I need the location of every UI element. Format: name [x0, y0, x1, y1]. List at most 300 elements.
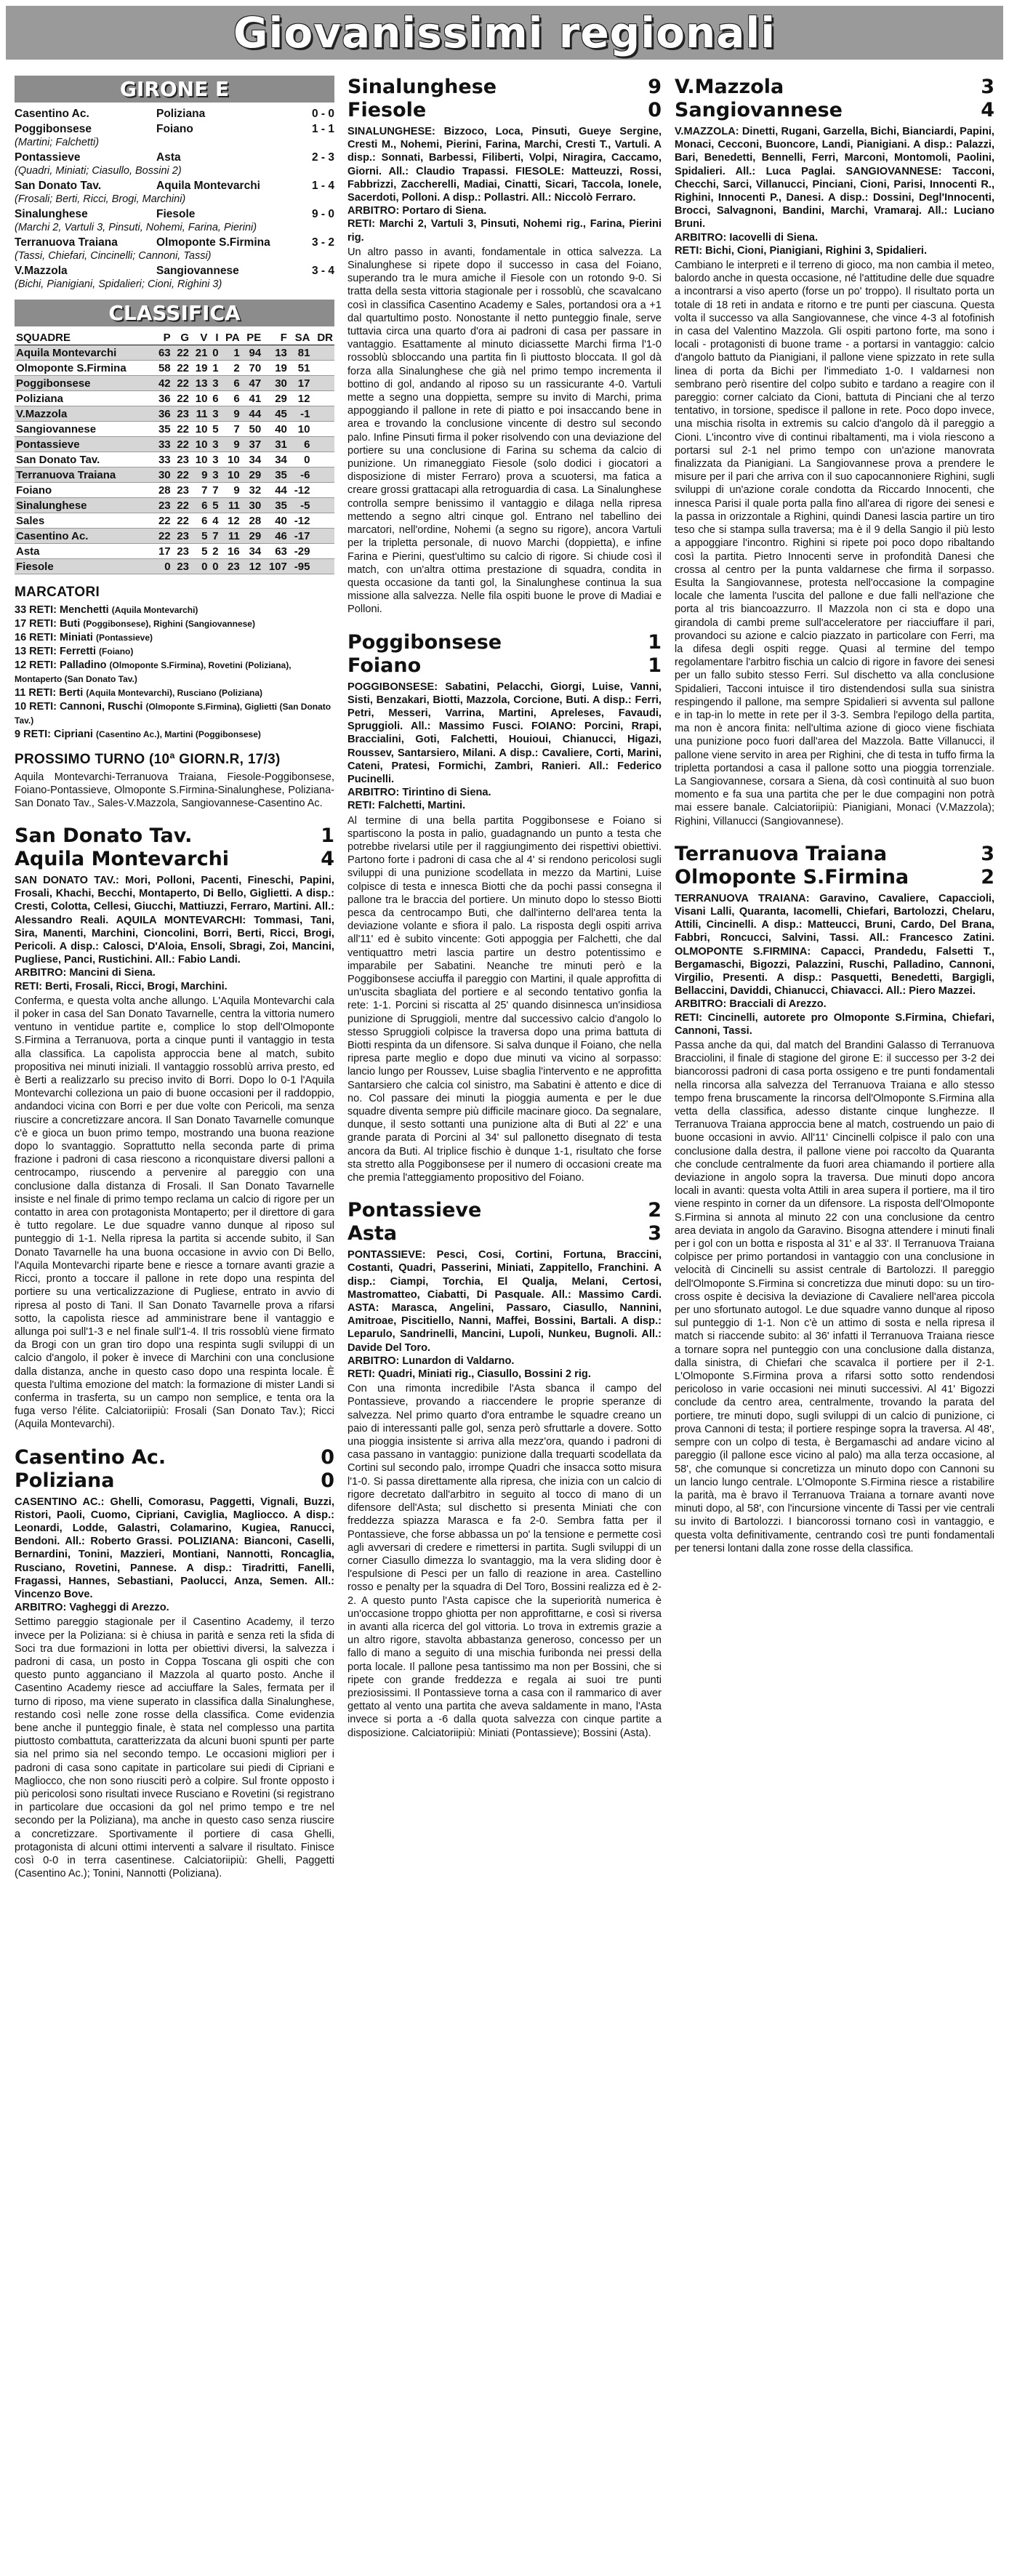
standings-value-cell: 19 — [190, 361, 209, 376]
away-team-score: 1 — [648, 654, 662, 677]
away-team-score: 4 — [321, 848, 334, 870]
standings-team-cell: Poliziana — [15, 391, 153, 406]
result-row — [15, 122, 334, 136]
match-report — [347, 1199, 662, 1740]
scorer-line — [15, 700, 334, 728]
scorer-team: (Foiano) — [99, 646, 134, 657]
standings-value-cell: 7 — [209, 483, 220, 498]
standings-value-cell: 6 — [220, 376, 241, 391]
standings-value-cell: -6 — [289, 468, 312, 483]
standings-value-cell: 32 — [241, 483, 262, 498]
result-home-team: V.Mazzola — [15, 265, 68, 277]
result-home-team: Sinalunghese — [15, 208, 88, 220]
standings-value-cell: 35 — [262, 498, 289, 513]
standings-value-cell: 23 — [172, 559, 190, 574]
standings-value-cell: 5 — [190, 544, 209, 559]
standings-team-cell: Terranuova Traiana — [15, 468, 153, 483]
match-title-home — [347, 76, 662, 99]
result-score: 3 - 4 — [311, 265, 334, 277]
standings-value-cell: 0 — [209, 345, 220, 361]
standings-value-cell: 107 — [262, 559, 289, 574]
result-score: 3 - 2 — [311, 236, 334, 249]
standings-value-cell — [311, 361, 334, 376]
standings-value-cell: 23 — [172, 452, 190, 468]
standings-value-cell: 10 — [220, 468, 241, 483]
standings-value-cell: 7 — [220, 422, 241, 437]
standings-value-cell: 22 — [172, 498, 190, 513]
home-team-name: Poggibonsese — [347, 630, 502, 654]
standings-value-cell: 23 — [172, 529, 190, 544]
scorer-text: 10 RETI: Cannoni, Ruschi — [15, 701, 143, 713]
standings-value-cell: 4 — [209, 513, 220, 529]
report-body: Settimo pareggio stagionale per il Casentino Academy, il terzo invece per la Poliziana: si è chiusa in parità e senza reti la sfida di Soci tra due formazioni in lotta per obiettivi diversi, la salvezza i padroni di casa, un posto in Coppa Toscana gli ospiti che con questo punto agganciano il Mazzola al quarto posto. Anche il Casentino Academy riesce ad acciuffare la Sales, fermata per il turno di riposo, ma viene superato in classifica dalla Sinalunghese, restando così nelle zone rosse della classifica. Come evidenzia bene anche il punteggio finale, è stata nel complesso una partita piuttosto combattuta, caratterizzata da alcuni buoni spunti per parte sia nel primo sia nel secondo tempo. Le occasioni migliori per i padroni di casa sono capitate in particolare sui piedi di Cipriani e Magliocco, che non sono riusciti però a colpire. Sul fronte opposto i più pericolosi sono risultati invece Rusciano e Rovetini (si registrano in particolare due occasioni da gol nel primo tempo e tre nel secondo per la Poliziana), ma anche in questo caso senza riuscire a concretizzare. Sportivamente il portiere di casa Ghelli, protagonista di alcuni ottimi interventi a salvare il risultato. Finisce così 0-0 in terra casentinese. Calciatoriipiù: Ghelli, Paggetti (Casentino Ac.); Tonini, Nannotti (Poliziana). — [15, 1616, 334, 1880]
standings-value-cell: 28 — [241, 513, 262, 529]
scorer-team: (Aquila Montevarchi) — [111, 605, 198, 615]
standings-value-cell: 42 — [153, 376, 172, 391]
scorer-line — [15, 645, 334, 659]
standings-value-cell: 22 — [172, 376, 190, 391]
away-team-name: Aquila Montevarchi — [15, 848, 230, 870]
standings-value-cell: -5 — [289, 498, 312, 513]
goals: RETI: Marchi 2, Vartuli 3, Pinsuti, Nohemi rig., Farina, Pierini rig. — [347, 218, 662, 244]
result-row — [15, 179, 334, 193]
report-body: Cambiano le interpreti e il terreno di gioco, ma non cambia il meteo, balordo anche in questa occasione, né l'attitudine delle due squadre a incontrarsi a viso aperto (forse un po' troppo). Il risultato porta un totale di 18 reti in andata e ritorno e tre punti per ciascuna. Questa volta il successo va alla Sangiovannese, che vince 4-3 al fotofinish in casa del Valentino Mazzola. Gli ospiti partono forte, ma sono i locali - protagonisti di buone trame - a portarsi in vantaggio: calcio d'angolo battuto da Pianigiani, il pallone viene spizzato in rete sulla linea di porta da Bichi per l'immediato 1-0. I valdarnesi non sembrano però risentire del colpo subito e tardano a reagire con il pareggio: corner calciato da Cioni, battuta di Pinciani che al terzo tentativo, in torsione, spedisce il pallone in rete. Poco dopo invece, una mischia risolta in extremis su calcio d'angolo dà il pareggio a Cioni. L'incontro vive di continui ribaltamenti, ma i viola riescono a portarsi sul 2-1 nel primo tempo con un'azione manovrata finalizzata da Pianigiani. La Sangiovannese prova a prendere le misure per il pari che arriva con il suo capocannoniere Righini, sugli sviluppi di un'azione corale condotta da Riccardo Innocenti, che innesca Parisi il quale porta palla fino all'area di rigore dei senesi e la passa in orizzontale a Righini, quindi Danesi lascia partire un tiro teso che si stampa sulla traversa; ma è il 9 della Sangio il più lesto a appoggiare l'incontro. Righini si ripete poi poco dopo ribaltando così la partita. Pietro Innocenti serve in profondità Danesi che crossa al centro per la punta valdarnese che firma il sorpasso. Esulta la Sangiovannese, protesta nell'occasione la compagine locale che lamenta l'uscita del pallone e due falli nell'azione che porta al tris biancoazzurro. Il Mazzola non ci sta e dopo una girandola di cambi preme sull'acceleratore per riacciuffare il pari, provandoci su azione e calcio piazzato in particolare con Ferri, ma la difesa degli ospiti regge. Quasi al termine del tempo regolamentare l'arbitro fischia un calcio di rigore in favore dei senesi per un fallo subito stesso Ferri. Sul dischetto va alla conclusione Spidalieri, Tacconi intuisce il tiro distendendosi sulla sua sinistra respingendo il pallone, ma sempre Spidalieri si avventa sul pallone e in tap-in lo mette in rete per il 3-3. Sembra l'epilogo della partita, ma non è ancora finita: nell'ultima azione di gioco viene fischiata una punizione poco fuori dall'area del Mazzola. Batte Villanucci, il pallone viene servito in area per Righini, che di testa in tuffo firma la tripletta portandosi a casa il pallone sotto una pioggia torrenziale. La Sangiovannese, corsara a Siena, dà così continuità al suo buon momento e fa sua una partita che per le due compagini non potrà mai essere banale. Calciatoriipiù: Pianigiani, Monaci (V.Mazzola); Righini, Villanucci (Sangiovannese). — [675, 260, 994, 827]
standings-value-cell: 41 — [241, 391, 262, 406]
standings-value-cell: 45 — [262, 406, 289, 422]
standings-value-cell: 28 — [153, 483, 172, 498]
referee: ARBITRO: Bracciali di Arezzo. — [675, 998, 827, 1011]
standings-row — [15, 422, 334, 437]
standings-value-cell: 23 — [172, 483, 190, 498]
match-title-away — [15, 848, 334, 871]
match-article — [675, 892, 994, 1555]
scorer-team: (Pontassieve) — [96, 633, 153, 643]
result-away-team: Poliziana — [156, 108, 206, 120]
standings-value-cell: 30 — [241, 498, 262, 513]
scorer-line — [15, 617, 334, 631]
standings-value-cell: 12 — [241, 559, 262, 574]
lineups: SAN DONATO TAV.: Mori, Polloni, Pacenti, Fineschi, Papini, Frosali, Khachi, Becchi, Montaperto, Di Bello, Giglietti. A disp.: Cresti, Colotta, Cellesi, Giucchi, Mattiuzzi, Ferraro, Martini. All.: Alessandro Reali. AQUILA MONTEVARCHI: Tommasi, Tani, Sira, Manenti, Marchini, Cioncolini, Borri, Berti, Ricci, Brogi, Pericoli. A disp.: Calosci, D'Aloia, Ensoli, Sbragi, Zoi, Mancini, Pugliese, Panci, Rustichini. All.: Fabio Landi. — [15, 875, 334, 966]
standings-row — [15, 345, 334, 361]
standings-row — [15, 513, 334, 529]
standings-value-cell — [311, 529, 334, 544]
standings-value-cell: 10 — [220, 452, 241, 468]
standings-value-cell: 30 — [262, 376, 289, 391]
standings-value-cell: 10 — [190, 391, 209, 406]
standings-header-cell: P — [153, 331, 172, 345]
standings-value-cell: 22 — [172, 391, 190, 406]
scorers-list — [15, 603, 334, 742]
result-scorers: (Frosali; Berti, Ricci, Brogi, Marchini) — [15, 193, 186, 205]
standings-value-cell: 70 — [241, 361, 262, 376]
standings-value-cell: 23 — [153, 498, 172, 513]
standings-value-cell: 22 — [172, 513, 190, 529]
standings-value-cell: 5 — [209, 422, 220, 437]
section-banner — [6, 6, 1003, 60]
home-team-name: Terranuova Traiana — [675, 842, 888, 865]
scorer-team: (Casentino Ac.), Martini (Poggibonsese) — [96, 729, 261, 739]
away-team-name: Fiesole — [347, 99, 427, 121]
standings-value-cell: 11 — [190, 406, 209, 422]
home-team-score: 0 — [321, 1445, 334, 1469]
match-title-home — [15, 824, 334, 848]
standings-header-cell: SQUADRE — [15, 331, 153, 345]
match-title-away — [15, 1469, 334, 1493]
standings-value-cell: 3 — [209, 452, 220, 468]
match-title-away — [347, 99, 662, 122]
standings-team-cell: Aquila Montevarchi — [15, 345, 153, 361]
standings-value-cell: 33 — [153, 452, 172, 468]
marcatori-heading: MARCATORI — [15, 585, 100, 600]
standings-value-cell: 17 — [153, 544, 172, 559]
result-away-team: Sangiovannese — [156, 265, 239, 277]
column-left — [15, 76, 334, 1880]
scorer-text: 12 RETI: Palladino — [15, 659, 107, 671]
result-score: 1 - 4 — [311, 180, 334, 192]
result-away-team: Fiesole — [156, 208, 196, 220]
standings-value-cell: 35 — [262, 468, 289, 483]
referee: ARBITRO: Portaro di Siena. — [347, 205, 487, 217]
standings-row — [15, 437, 334, 452]
goals: RETI: Quadri, Miniati rig., Ciasullo, Bossini 2 rig. — [347, 1368, 591, 1381]
away-team-name: Asta — [347, 1222, 398, 1245]
standings-table — [15, 331, 334, 574]
referee: ARBITRO: Vagheggi di Arezzo. — [15, 1602, 169, 1614]
standings-value-cell: 16 — [220, 544, 241, 559]
standings-row — [15, 559, 334, 574]
standings-value-cell: 22 — [172, 422, 190, 437]
result-scorers: (Martini; Falchetti) — [15, 137, 100, 148]
standings-value-cell: 12 — [289, 391, 312, 406]
standings-value-cell: 10 — [190, 437, 209, 452]
scorer-text: 11 RETI: Berti — [15, 687, 84, 699]
match-title-away — [675, 866, 994, 889]
result-row — [15, 236, 334, 249]
lineups: SINALUNGHESE: Bizzoco, Loca, Pinsuti, Gueye Sergine, Cresti M., Nohemi, Pierini, Farina, Marchi, Cresti T., Vartuli. A disp.: Sonnati, Barbessi, Filiberti, Volpi, Niragira, Caccamo, Giorni. All.: Claudio Trapassi. FIESOLE: Matteuzzi, Rossi, Fabbrizzi, Zaccherelli, Madiai, Cinatti, Sicari, Taccola, Ionele, Sacerdoti, Polloni. A disp.: Pollastri. All.: Niccolò Ferraro. — [347, 126, 662, 204]
result-score: 0 - 0 — [311, 108, 334, 120]
standings-header-cell: I — [209, 331, 220, 345]
prossimo-turno-heading: PROSSIMO TURNO (10ª GIORN.R, 17/3) — [15, 752, 281, 767]
standings-row — [15, 361, 334, 376]
match-article — [15, 1496, 334, 1881]
standings-value-cell: 47 — [241, 376, 262, 391]
standings-value-cell: 3 — [209, 376, 220, 391]
scorer-team: (Poggibonsese), Righini (Sangiovannese) — [83, 619, 255, 629]
match-title-home — [347, 1199, 662, 1222]
standings-header-cell: PE — [241, 331, 262, 345]
standings-value-cell: -12 — [289, 483, 312, 498]
standings-value-cell: 0 — [209, 559, 220, 574]
result-row — [15, 107, 334, 121]
goals: RETI: Cincinelli, autorete pro Olmoponte S.Firmina, Chiefari, Cannoni, Tassi. — [675, 1011, 994, 1037]
standings-team-cell: Sinalunghese — [15, 498, 153, 513]
results-list — [15, 107, 334, 291]
scorer-line — [15, 686, 334, 700]
standings-value-cell: 6 — [190, 498, 209, 513]
standings-row — [15, 468, 334, 483]
result-scorers: (Quadri, Miniati; Ciasullo, Bossini 2) — [15, 165, 182, 177]
standings-team-cell: Pontassieve — [15, 437, 153, 452]
home-team-score: 9 — [648, 76, 662, 98]
scorer-text: 33 RETI: Menchetti — [15, 604, 109, 616]
prossimo-turno-text: Aquila Montevarchi-Terranuova Traiana, Fiesole-Poggibonsese, Foiano-Pontassieve, Olmoponte S.Firmina-Sinalunghese, Poliziana-San Donato Tav., Sales-V.Mazzola, Sangiovannese-Casentino Ac. — [15, 771, 334, 809]
standings-value-cell: 51 — [289, 361, 312, 376]
standings-value-cell: 40 — [262, 422, 289, 437]
result-home-team: Casentino Ac. — [15, 108, 89, 120]
standings-value-cell: 7 — [190, 483, 209, 498]
standings-value-cell: 36 — [153, 406, 172, 422]
standings-header-cell: DR — [311, 331, 334, 345]
result-row — [15, 207, 334, 221]
match-report — [675, 76, 994, 828]
standings-value-cell: 19 — [262, 361, 289, 376]
report-body: Conferma, e questa volta anche allungo. L'Aquila Montevarchi cala il poker in casa del San Donato Tavarnelle, centra la vittoria numero ventuno in ventidue partite e, complice lo stop dell'Olmoponte S.Firmina a Terranuova, porta a cinque punti il vantaggio in testa alla classifica. La capolista approccia bene al match, subito propositiva nei minuti iniziali. Il vantaggio rossoblù arriva presto, ed è Berti a realizzarlo su preciso invito di Borri. Dopo lo 0-1 l'Aquila Montevarchi colleziona un paio di buone occasioni per il raddoppio, andandoci vicina con Borri e per due volte con Pericoli, ma senza riuscire a concretizzare ancora. Il San Donato Tavarnelle comunque c'è e gioca un buon primo tempo, mostrando una buona reazione dopo lo svantaggio. Soprattutto nella seconda parte di prima frazione i padroni di casa riescono a riconquistare diversi palloni a centrocampo, riuscendo a pervenire al pareggio con una conclusione dalla distanza di Frosali. Il San Donato Tavarnelle insiste e nel finale di primo tempo reclama un calcio di rigore per un contatto in area con protagonista Montaperto; per il direttore di gara è tutto regolare. Le due squadre vanno dunque al riposo sul punteggio di 1-1. Nella ripresa la partita si accende subito, il San Donato Tavarnelle ha una buona occasione in avvio con Di Bello, l'Aquila Montevarchi riparte bene e riesce a tornare avanti grazie a Ricci, pronto a toccare il pallone in rete dopo una respinta del portiere su una verticalizzazione di Pugliese, entrato in avvio di ripresa al posto di Tani. Il San Donato Tavarnelle prova a rifarsi sotto, la capolista riesce ad amministrare bene il vantaggio e allunga poi sull'1-3 e nel finale sull'1-4. Il tris rossoblù viene firmato da Brogi con un gran tiro dopo una respinta sugli sviluppi di un calcio d'angolo, il poker è invece di Marchini con una conclusione dalla distanza, anche in questo caso dopo una respinta locale. È questa l'ultima emozione del match: la formazione di mister Landi si conferma in trasferta, su un campo non semplice, e tenta ora la fuga verso l'élite. Calciatoriipiù: Frosali (San Donato Tav.); Ricci (Aquila Montevarchi). — [15, 995, 334, 1431]
result-home-team: San Donato Tav. — [15, 180, 102, 192]
standings-value-cell: 44 — [262, 483, 289, 498]
standings-value-cell: 0 — [153, 559, 172, 574]
standings-value-cell: 22 — [172, 345, 190, 361]
standings-row — [15, 498, 334, 513]
standings-row — [15, 452, 334, 468]
standings-value-cell: 9 — [220, 406, 241, 422]
standings-value-cell — [311, 376, 334, 391]
standings-value-cell: 22 — [153, 513, 172, 529]
scorer-line — [15, 659, 334, 686]
referee: ARBITRO: Tirintino di Siena. — [347, 787, 491, 799]
standings-value-cell: 34 — [241, 544, 262, 559]
standings-value-cell — [311, 345, 334, 361]
standings-header-cell: SA — [289, 331, 312, 345]
standings-value-cell: 9 — [220, 483, 241, 498]
match-title-away — [347, 654, 662, 678]
standings-value-cell: 9 — [220, 437, 241, 452]
match-title-home — [675, 843, 994, 866]
standings-value-cell: 23 — [220, 559, 241, 574]
standings-value-cell: 12 — [220, 513, 241, 529]
referee: ARBITRO: Mancini di Siena. — [15, 967, 156, 979]
standings-value-cell: 0 — [289, 452, 312, 468]
report-body: Al termine di una bella partita Poggibonsese e Foiano si spartiscono la posta in palio, guadagnando un punto a testa che potrebbe rivelarsi utile per il raggiungimento dei rispettivi obiettivi. Partono forte i padroni di casa che al 4' si rendono pericolosi sugli sviluppi di una punizione scodellata in mezzo da Martini, Luise colpisce di testa e innesca Biotti che da pochi passi consegna il pallone tra le braccia del portiere. Un minuto dopo lo stesso Biotti pesca da centrocampo Buti, che dall'interno dell'area tenta la deviazione volante e sfiora il palo. La risposta degli ospiti arriva all'11' ed è subito vincente: Goti appoggia per Falchetti, che dal ventiquattro metri lascia partire un destro potentissimo e imparabile per Sabatini. Neanche tre minuti però e la Poggibonsese acciuffa il pareggio con Martini, il quale approfitta di un'uscita sbagliata del portiere e al secondo tentativo gonfia la rete: 1-1. Porcini si riscatta al 25' quando disinnesca un'insidiosa punizione di Spruggioli, mentre dal successivo calcio d'angolo lo stesso Spruggioli colpisce la traversa dopo una prima battuta di Biotti respinta da un difensore. Si salva dunque il Foiano, che nella ripresa parte meglio e dopo due minuti va vicino al sorpasso: lancio lungo per Roussev, Luise sbaglia l'intervento e ne approfitta Santarsiero che calcia col sinistro, ma Sabatini è attento e dice di no. Col passare dei minuti la pioggia aumenta e per le due squadre diventa sempre più difficile macinare gioco. Da segnalare, dunque, il sesto sottanti una punizione alta di Buti al 22' e una grande parata di Porcini al 34' sul pallonetto disegnato di testa ancora da Buti. Al triplice fischio è dunque 1-1, risultato che forse sta stretto alla Poggibonsese per il numero di occasioni create ma che premia l'atteggiamento propositivo del Foiano. — [347, 814, 662, 1184]
result-scorers: (Marchi 2, Vartuli 3, Pinsuti, Nohemi, Farina, Pierini) — [15, 222, 257, 233]
standings-value-cell: 34 — [262, 452, 289, 468]
away-team-score: 3 — [648, 1222, 662, 1245]
standings-row — [15, 529, 334, 544]
standings-value-cell — [311, 422, 334, 437]
standings-value-cell: 63 — [153, 345, 172, 361]
standings-value-cell: 81 — [289, 345, 312, 361]
away-team-name: Poliziana — [15, 1469, 115, 1492]
standings-value-cell: 9 — [190, 468, 209, 483]
lineups: POGGIBONSESE: Sabatini, Pelacchi, Giorgi, Luise, Vanni, Sisti, Benzakari, Biotti, Mazzola, Corcione, Buti. A disp.: Ferri, Petri, Messeri, Varrina, Martini, Apreleses, Favaudi, Spruggioli. All.: Massimo Fusci. FOIANO: Porcini, Rrapi, Braccialini, Goti, Falchetti, Houioui, Chianucci, Higazi, Roussev, Santarsiero, Milani. A disp.: Cavaliere, Corti, Marini, Cateni, Pratesi, Formichi, Zambri, Ranieri. All.: Federico Pucinelli. — [347, 681, 662, 785]
standings-value-cell: 5 — [190, 529, 209, 544]
match-title-home — [675, 76, 994, 99]
standings-value-cell: 17 — [289, 376, 312, 391]
scorer-text: 13 RETI: Ferretti — [15, 646, 96, 657]
standings-value-cell: 10 — [289, 422, 312, 437]
home-team-name: Pontassieve — [347, 1199, 482, 1222]
scorer-team: (Aquila Montevarchi), Rusciano (Poliziana) — [86, 688, 263, 698]
standings-value-cell: 23 — [172, 544, 190, 559]
standings-value-cell: 6 — [289, 437, 312, 452]
home-team-name: San Donato Tav. — [15, 824, 193, 847]
home-team-name: Casentino Ac. — [15, 1445, 166, 1469]
away-team-score: 4 — [981, 99, 994, 121]
standings-team-cell: Sales — [15, 513, 153, 529]
match-report — [347, 631, 662, 1185]
match-article — [347, 681, 662, 1185]
scorer-team: (Olmoponte S.Firmina), Giglietti (San Donato Tav.) — [15, 702, 331, 726]
standings-value-cell: 44 — [241, 406, 262, 422]
away-team-score: 0 — [321, 1469, 334, 1492]
result-score: 2 - 3 — [311, 151, 334, 164]
referee: ARBITRO: Lunardon di Valdarno. — [347, 1355, 515, 1367]
standings-team-cell: Olmoponte S.Firmina — [15, 361, 153, 376]
scorer-text: 16 RETI: Miniati — [15, 632, 93, 643]
standings-header-cell: PA — [220, 331, 241, 345]
standings-value-cell — [311, 498, 334, 513]
away-team-name: Sangiovannese — [675, 99, 843, 121]
standings-header-cell: V — [190, 331, 209, 345]
standings-value-cell — [311, 468, 334, 483]
standings-row — [15, 406, 334, 422]
standings-value-cell — [311, 406, 334, 422]
match-title-home — [347, 631, 662, 654]
standings-value-cell: 29 — [241, 529, 262, 544]
standings-value-cell: 6 — [220, 391, 241, 406]
match-article — [675, 125, 994, 828]
standings-value-cell: 23 — [172, 406, 190, 422]
standings-value-cell: 33 — [153, 437, 172, 452]
standings-value-cell — [311, 513, 334, 529]
standings-value-cell: 1 — [220, 345, 241, 361]
home-team-score: 3 — [981, 76, 994, 98]
scorer-line — [15, 603, 334, 617]
standings-value-cell — [311, 483, 334, 498]
standings-value-cell: 11 — [220, 529, 241, 544]
standings-value-cell: -29 — [289, 544, 312, 559]
standings-value-cell: 50 — [241, 422, 262, 437]
standings-team-cell: Casentino Ac. — [15, 529, 153, 544]
result-home-team: Poggibonsese — [15, 123, 92, 135]
standings-value-cell: 22 — [172, 468, 190, 483]
away-team-score: 2 — [981, 865, 994, 888]
standings-value-cell: 22 — [172, 361, 190, 376]
match-article — [347, 1248, 662, 1740]
result-scorers: (Tassi, Chiefari, Cincinelli; Cannoni, Tassi) — [15, 250, 212, 262]
standings-team-cell: Poggibonsese — [15, 376, 153, 391]
report-body: Passa anche da qui, dal match del Brandini Galasso di Terranuova Bracciolini, il finale di stagione del girone E: il successo per 3-2 dei biancorossi padroni di casa porta ossigeno e tre punti fondamentali nella rincorsa alla salvezza del Terranuova Traiana e allo stesso tempo frena bruscamente la rincorsa dell'Olmoponte S.Firmina alla vetta della classifica, adesso distante cinque lunghezze. Il Terranuova Traiana approccia bene al match, costruendo un paio di buone occasioni in avvio. All'11' Cincinelli colpisce il palo con una conclusione dalla destra, il pallone viene poi raccolto da Quaranta che conclude centralmente da fuori area chiamando il portiere alla deviazione in angolo sopra la traversa. Due minuti dopo ancora locali in avanti: questa volta Attili in area supera il portiere, ma il tiro viene respinto in corner da un difensore. La risposta dell'Olmoponte S.Firmina si annota al minuto 22 con una conclusione da centro area deviata in angolo da Garavino. Bisogna attendere i minuti finali per i gol con un botta e risposta al 31' e al 33'. Il Terranuova Traiana colpisce per primo portandosi in vantaggio con una conclusione in velocità di Cincinelli su assist centrale di Bartolozzi. Il pareggio dell'Olmoponte S.Firmina si concretizza due minuti dopo: su un tiro-cross ospite è decisiva la deviazione di Cavaliere nell'area piccola per uno sfortunato autogol. Le due squadre vanno dunque al riposo sul punteggio di 1-1. Non c'è un attimo di sosta e nella ripresa il match si riaccende subito: al 36' infatti il Terranuova Traiana riesce a tornare sopra nel punteggio con una conclusione dalla distanza, dalla sinistra, di Chiefari che scavalca il portiere per il 2-1. L'Olmoponte S.Firmina prova a rifarsi sotto sotto rendendosi pericoloso in varie occasioni nei minuti successivi. Al 41' Bigozzi conclude da centro area, centralmente, trovando la parata del portiere, tre minuti dopo, sugli sviluppi di un calcio di punizione, ci prova Cannoni di testa; il portiere respinge sopra la traversa. Al 48', sempre con un colpo di testa, è Bergamaschi ad andare vicino al pareggio (il pallone esce vicino al palo) ma alla terza occasione, al 58', che comunque si concretizza un minuto dopo con Cannoni su un lancio lungo centrale. L'Olmoponte S.Firmina riesce a ristabilire la parità, ma è bravo il Terranuova Traiana a tornare avanti nove minuti dopo, al 58', con l'incursione vincente di Tassi per vie centrali su invito di Bartolozzi. I biancorossi tornano così in vantaggio, e questa volta definitivamente, centrando così tre punti fondamentali per tenersi lontani dalla zone rosse della classifica. — [675, 1040, 994, 1554]
standings-value-cell: -12 — [289, 513, 312, 529]
standings-value-cell: 6 — [190, 513, 209, 529]
standings-value-cell: 10 — [190, 452, 209, 468]
report-body: Con una rimonta incredibile l'Asta sbanca il campo del Pontassieve, provando a riaccendere le proprie speranze di salvezza. Nel primo quarto d'ora entrambe le squadre creano un paio di interessanti palle gol, senza però sfruttarle a dovere. Sotto una pioggia insistente si arriva alla mezz'ora, quando i padroni di casa passano in vantaggio: punizione dalla trequarti scodellata da Cortini sul secondo palo, irrompe Quadri che insacca sotto misura l'1-0. Si passa direttamente alla ripresa, che inizia con un calcio di rigore decretato dall'arbitro in seguito al tocco di mano di un difensore dell'Asta; sul dischetto si presenta Miniati che con freddezza spiazza Marasca e fa 2-0. Sembra fatta per il Pontassieve, che forse abbassa un po' la tensione e permette così agli avversari di credere e rimettersi in partita. Sugli sviluppi di un corner Ciasullo dimezza lo svantaggio, ma la vera sliding door è l'espulsione di Pesci per un fallo di reazione in area. Castellino rosso e penalty per la squadra di Del Toro, Bossini realizza ed è 2-2. A questo punto l'Asta capisce che la superiorità numerica è un'occasione troppo ghiotta per non approfittarne, e così si riversa in avanti alla ricerca del gol vittoria. Lo trova in extremis grazie a un altro rigore, stavolta abbastanza generoso, concesso per un fallo di mano a seguito di una mischia furibonda nei pressi della porta locale. Il pallone pesa tantissimo ma non per Bossini, che si ripete con grande freddezza e regala ai suoi tre punti preziosissimi. Il Pontassieve torna a casa con il rammarico di aver gettato al vento una partita che aveva saldamente in mano, l'Asta invece si porta a -6 dalla quota salvezza con cinque partite a disposizione. Calciatoriipiù: Miniati (Pontassieve); Bossini (Asta). — [347, 1383, 662, 1739]
scorer-line — [15, 728, 334, 742]
lineups: PONTASSIEVE: Pesci, Cosi, Cortini, Fortuna, Braccini, Costanti, Quadri, Passerini, Miniati, Zappitello, Franchini. A disp.: Ciampi, Torchia, El Qualja, Melani, Certosi, Mastromatteo, Ciabatti, Di Pasquale. All.: Massimo Cardi. ASTA: Marasca, Angelini, Passaro, Ciasullo, Nannini, Amitroae, Piscitiello, Nanni, Maffei, Bossini, Bartali. A disp.: Leparulo, Sandrinelli, Mancini, Lupoli, Nunkeu, Bugnoli. All.: Davide Del Toro. — [347, 1249, 662, 1354]
standings-value-cell: 63 — [262, 544, 289, 559]
standings-value-cell: 22 — [153, 529, 172, 544]
standings-value-cell: 46 — [262, 529, 289, 544]
scorer-text: 17 RETI: Buti — [15, 618, 81, 630]
lineups: V.MAZZOLA: Dinetti, Rugani, Garzella, Bichi, Bianciardi, Papini, Monaci, Cecconi, Buoncore, Landi, Pianigiani. A disp.: Palazzi, Bari, Benedetti, Bennelli, Ferri, Marconi, Montomoli, Paolini, Spidalieri. All.: Luca Paglai. SANGIOVANNESE: Tacconi, Checchi, Sarci, Villanucci, Pinciani, Cioni, Parisi, Innocenti R., Righini, Innocenti P., Danesi. A disp.: Dossini, Degl'Innocenti, Brocci, Salvagnoni, Bandini, Marchi, Vramaraj. All.: Luciano Bruni. — [675, 126, 994, 230]
result-home-team: Pontassieve — [15, 151, 81, 164]
standings-value-cell — [311, 437, 334, 452]
lineups: CASENTINO AC.: Ghelli, Comorasu, Paggetti, Vignali, Buzzi, Ristori, Paoli, Cuomo, Cipriani, Caviglia, Magliocco. A disp.: Leonardi, Lodde, Galastri, Colamarino, Kugiea, Ranucci, Bendoni. All.: Roberto Grassi. POLIZIANA: Bianconi, Caselli, Bernardini, Tonini, Mazzieri, Montiani, Nannotti, Roncaglia, Rusciano, Rovetini, Pannese. A disp.: Tiradritti, Fanelli, Fragassi, Hannes, Sebastiani, Paolucci, Anza, Semen. All.: Vincenzo Bove. — [15, 1496, 334, 1600]
result-row — [15, 264, 334, 278]
standings-value-cell: 40 — [262, 513, 289, 529]
standings-value-cell: 21 — [190, 345, 209, 361]
standings-value-cell — [311, 452, 334, 468]
girone-heading: GIRONE E — [15, 76, 334, 103]
standings-value-cell: 10 — [190, 422, 209, 437]
home-team-score: 3 — [981, 842, 994, 865]
standings-value-cell: -1 — [289, 406, 312, 422]
result-row — [15, 151, 334, 164]
standings-team-cell: San Donato Tav. — [15, 452, 153, 468]
standings-value-cell: 3 — [209, 437, 220, 452]
standings-body — [15, 345, 334, 574]
standings-value-cell — [311, 544, 334, 559]
classifica-heading: CLASSIFICA — [15, 300, 334, 326]
home-team-name: V.Mazzola — [675, 76, 784, 98]
match-title-away — [675, 99, 994, 122]
goals: RETI: Falchetti, Martini. — [347, 800, 466, 812]
standings-value-cell: 1 — [209, 361, 220, 376]
standings-header-cell: G — [172, 331, 190, 345]
match-report — [15, 824, 334, 1432]
standings-team-cell: Foiano — [15, 483, 153, 498]
standings-team-cell: Fiesole — [15, 559, 153, 574]
standings-value-cell: 22 — [172, 437, 190, 452]
standings-value-cell: 34 — [241, 452, 262, 468]
home-team-score: 2 — [648, 1199, 662, 1222]
standings-header-row — [15, 331, 334, 345]
standings-value-cell: 0 — [190, 559, 209, 574]
match-title-away — [347, 1222, 662, 1245]
standings-value-cell: 13 — [262, 345, 289, 361]
home-team-score: 1 — [321, 824, 334, 847]
standings-value-cell: 3 — [209, 406, 220, 422]
banner-title: Giovanissimi regionali — [233, 8, 776, 57]
match-report — [347, 76, 662, 617]
standings-value-cell: 6 — [209, 391, 220, 406]
standings-value-cell — [311, 391, 334, 406]
standings-value-cell: 3 — [209, 468, 220, 483]
standings-value-cell: 36 — [153, 391, 172, 406]
standings-value-cell: 7 — [209, 529, 220, 544]
column-right — [675, 76, 994, 1555]
standings-value-cell: 31 — [262, 437, 289, 452]
standings-value-cell: 29 — [241, 468, 262, 483]
column-middle — [347, 76, 662, 1740]
standings-value-cell: 58 — [153, 361, 172, 376]
standings-value-cell: 29 — [262, 391, 289, 406]
match-title-home — [15, 1446, 334, 1469]
home-team-name: Sinalunghese — [347, 76, 497, 98]
report-body: Un altro passo in avanti, fondamentale in ottica salvezza. La Sinalunghese si ripete dopo il successo in casa del Foiano, superando tra le mura amiche il Fiesole con un rotondo 9-0. Si tratta della sesta vittoria stagionale per i rossoblù, che scavalcano così in classifica Casentino Academy e Sales, portandosi ora a +1 dal quartultimo posto. Nonostante il netto punteggio finale, serve tuttavia circa una quarto d'ora ai padroni di casa per passare in vantaggio. Esattamente al minuto diciassette Marchi firma l'1-0 rossoblù sbloccando una partita fin lì piuttosto bloccata. Il gol dà forza alla Sinalunghese che già nel primo tempo incrementa il bottino di gol, andando al riposo su un rassicurante 4-0. Vartuli mette a segno una doppietta, sempre su invito di Marchi, prima appoggiando il pallone in rete di piatto e poi insaccando bene in area e trovando la conclusione vincente di destro sul secondo palo. Infine Pinsuti firma il poker risolvendo con una deviazione del portiere su una conclusione di Farina su schema da calcio di punizione. Un rimaneggiato Fiesole (solo dodici i giocatori a disposizione di mister Ferraro) prova a scuotersi, ma fatica a creare grossi grattacapi alla retroguardia di casa. La Sinalunghese controlla sempre benissimo il vantaggio e dilaga nella ripresa mettendo a segno altri cinque gol. Entrano nel tabellino dei marcatori, nell'ordine, Nohemi (a segno su rigore), ancora Vartuli per la tripletta personale, di nuovo Marchi (doppietta), e infine Farina e Pierini, quest'ultimo su calcio di rigore. Si chiude così il match, con un'altra ottima prestazione di squadra, condita in questa occasione da tanti gol, la Sinalunghese continua la sua missione alla salvezza. Nelle fila ospiti buone le prove di Madiai e Polloni. — [347, 246, 662, 616]
scorer-team: (Olmoponte S.Firmina), Rovetini (Poliziana), Montaperto (San Donato Tav.) — [15, 660, 292, 684]
home-team-score: 1 — [648, 630, 662, 654]
standings-value-cell — [311, 559, 334, 574]
match-report — [675, 843, 994, 1555]
standings-value-cell: 5 — [209, 498, 220, 513]
result-scorers: (Bichi, Pianigiani, Spidalieri; Cioni, Righini 3) — [15, 278, 222, 290]
scorer-text: 9 RETI: Cipriani — [15, 729, 93, 740]
match-article — [15, 874, 334, 1432]
standings-row — [15, 391, 334, 406]
referee: ARBITRO: Iacovelli di Siena. — [675, 231, 819, 244]
standings-value-cell: 2 — [209, 544, 220, 559]
result-away-team: Olmoponte S.Firmina — [156, 236, 270, 249]
